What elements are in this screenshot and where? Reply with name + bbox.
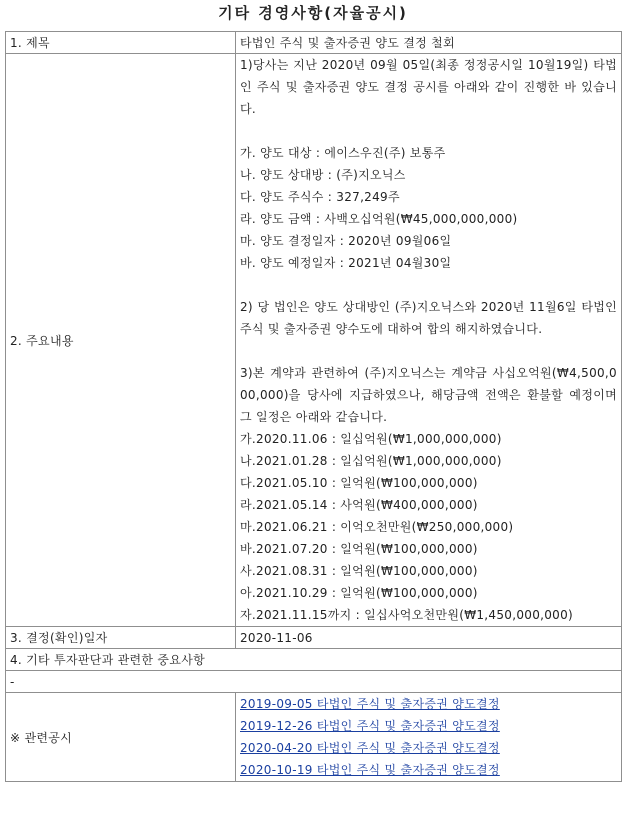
disclosure-table xyxy=(5,31,622,782)
schedule-item: 라.2021.05.14 : 사억원(₩400,000,000) xyxy=(240,498,478,512)
row-related-disclosures-value xyxy=(236,693,622,782)
row-title-label: 1. 제목 xyxy=(6,32,236,54)
related-disclosure-link[interactable]: 2019-12-26 타법인 주식 및 출자증권 양도결정 xyxy=(240,719,500,733)
schedule-item: 나.2021.01.28 : 일십억원(₩1,000,000,000) xyxy=(240,454,502,468)
related-disclosure-link[interactable]: 2020-04-20 타법인 주식 및 출자증권 양도결정 xyxy=(240,741,500,755)
row-other-matters xyxy=(6,649,622,671)
row-decision-date xyxy=(6,627,622,649)
content-paragraph-2: 2) 당 법인은 양도 상대방인 (주)지오닉스와 2020년 11월6일 타법인 주식 및 출자증권 양수도에 대하여 합의 해지하였습니다. xyxy=(240,300,617,336)
row-other-matters-label: 4. 기타 투자판단과 관련한 중요사항 xyxy=(6,649,622,671)
schedule-item: 아.2021.10.29 : 일억원(₩100,000,000) xyxy=(240,586,478,600)
transfer-item: 라. 양도 금액 : 사백오십억원(₩45,000,000,000) xyxy=(240,212,518,226)
row-other-matters-value: - xyxy=(6,671,622,693)
schedule-item: 다.2021.05.10 : 일억원(₩100,000,000) xyxy=(240,476,478,490)
transfer-item: 나. 양도 상대방 : (주)지오닉스 xyxy=(240,168,406,182)
row-main-content-label: 2. 주요내용 xyxy=(6,54,236,627)
transfer-item: 바. 양도 예정일자 : 2021년 04월30일 xyxy=(240,256,452,270)
row-title xyxy=(6,32,622,54)
schedule-item: 바.2021.07.20 : 일억원(₩100,000,000) xyxy=(240,542,478,556)
row-related-disclosures-label: ※ 관련공시 xyxy=(6,693,236,782)
transfer-item: 가. 양도 대상 : 에이스우진(주) 보통주 xyxy=(240,146,446,160)
content-paragraph-1: 1)당사는 지난 2020년 09월 05일(최종 정정공시일 10월19일) 타법인 주식 및 출자증권 양도 결정 공시를 아래와 같이 진행한 바 있습니다. xyxy=(240,58,617,116)
schedule-item: 자.2021.11.15까지 : 일십사억오천만원(₩1,450,000,000) xyxy=(240,608,574,622)
schedule-item: 마.2021.06.21 : 이억오천만원(₩250,000,000) xyxy=(240,520,514,534)
related-disclosure-link[interactable]: 2020-10-19 타법인 주식 및 출자증권 양도결정 xyxy=(240,763,500,777)
content-paragraph-3: 3)본 계약과 관련하여 (주)지오닉스는 계약금 사십오억원(₩4,500,000,000)을 당사에 지급하였으나, 해당금액 전액은 환불할 예정이며 그 일정은 아래와 같습니다. xyxy=(240,366,617,424)
related-disclosure-link[interactable]: 2019-09-05 타법인 주식 및 출자증권 양도결정 xyxy=(240,697,500,711)
row-main-content-value xyxy=(236,54,622,627)
transfer-item: 마. 양도 결정일자 : 2020년 09월06일 xyxy=(240,234,452,248)
row-related-disclosures xyxy=(6,693,622,782)
row-main-content xyxy=(6,54,622,627)
row-decision-date-label: 3. 결정(확인)일자 xyxy=(6,627,236,649)
page-title: 기타 경영사항(자율공시) xyxy=(218,4,408,22)
schedule-item: 가.2020.11.06 : 일십억원(₩1,000,000,000) xyxy=(240,432,502,446)
row-decision-date-value: 2020-11-06 xyxy=(236,627,622,649)
row-other-matters-value-row xyxy=(6,671,622,693)
row-title-value: 타법인 주식 및 출자증권 양도 결정 철회 xyxy=(236,32,622,54)
schedule-item: 사.2021.08.31 : 일억원(₩100,000,000) xyxy=(240,564,478,578)
transfer-item: 다. 양도 주식수 : 327,249주 xyxy=(240,190,400,204)
